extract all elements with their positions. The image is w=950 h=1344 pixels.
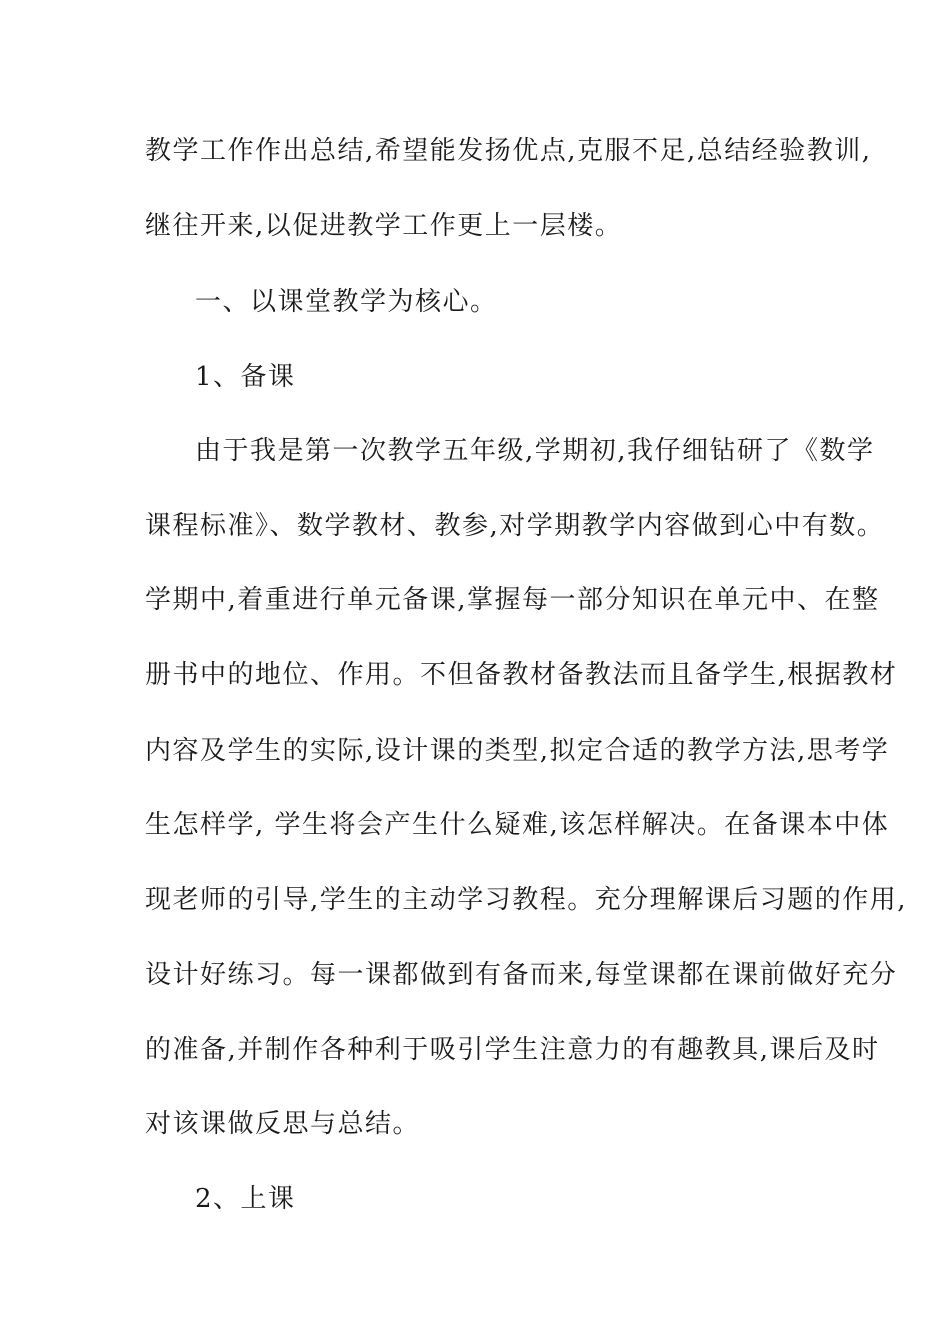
- paragraph-first-line: 由于我是第一次教学五年级,学期初,我仔细钻研了《数学: [195, 436, 875, 466]
- body-text-line: 对该课做反思与总结。: [145, 1109, 421, 1139]
- section-heading: 一、以课堂教学为核心。: [195, 287, 498, 317]
- body-text-line: 内容及学生的实际,设计课的类型,拟定合适的教学方法,思考学: [145, 736, 890, 766]
- body-text-line: 教学工作作出总结,希望能发扬优点,克服不足,总结经验教训,: [145, 136, 872, 166]
- body-text-line: 现老师的引导,学生的主动学习教程。充分理解课后习题的作用,: [145, 885, 908, 915]
- subsection-heading: 2、上课: [195, 1184, 296, 1214]
- body-text-line: 继往开来,以促进教学工作更上一层楼。: [145, 211, 623, 241]
- body-text-line: 生怎样学, 学生将会产生什么疑难,该怎样解决。在备课本中体: [145, 810, 890, 840]
- body-text-line: 册书中的地位、作用。不但备教材备教法而且备学生,根据教材: [145, 660, 898, 690]
- body-text-line: 设计好练习。每一课都做到有备而来,每堂课都在课前做好充分: [145, 960, 898, 990]
- body-text-line: 的准备,并制作各种利于吸引学生注意力的有趣教具,课后及时: [145, 1035, 880, 1065]
- body-text-line: 课程标准》、数学教材、教参,对学期教学内容做到心中有数。: [145, 511, 885, 541]
- subsection-heading: 1、备课: [195, 362, 296, 392]
- body-text-line: 学期中,着重进行单元备课,掌握每一部分知识在单元中、在整: [145, 585, 880, 615]
